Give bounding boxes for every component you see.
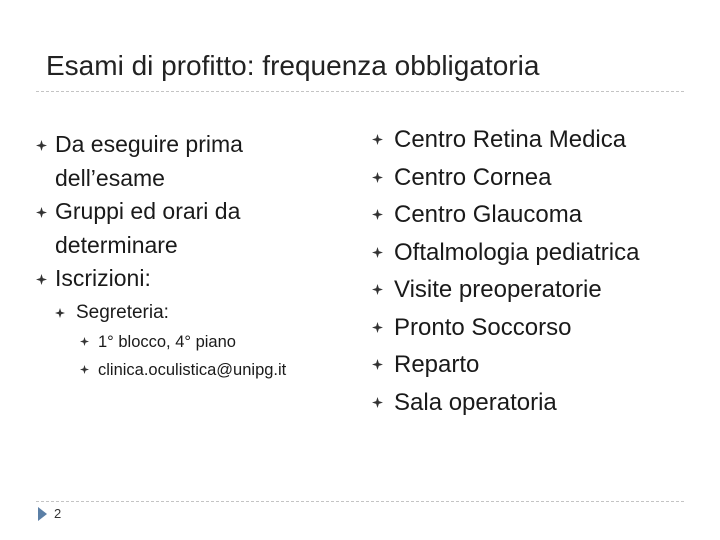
- list-item-text: Centro Cornea: [394, 163, 552, 191]
- triangle-icon: [38, 507, 47, 521]
- list-item-text: Sala operatoria: [394, 388, 557, 416]
- bullet-icon: [36, 140, 47, 151]
- left-column: [36, 128, 336, 384]
- bullet-icon: [36, 274, 47, 285]
- list-item-text: Reparto: [394, 351, 480, 378]
- list-item-text: Centro Glaucoma: [394, 201, 583, 228]
- list-item: [372, 121, 692, 159]
- list-item: [372, 271, 692, 309]
- list-item-text: Da eseguire prima dell’esame: [55, 131, 243, 191]
- sub-list-item: [36, 298, 336, 328]
- list-item: [372, 309, 692, 347]
- list-item: [372, 384, 692, 422]
- bullet-icon: [372, 134, 383, 145]
- sub-sub-list-item-text: 1° blocco, 4° piano: [98, 332, 236, 351]
- bullet-icon: [372, 209, 383, 220]
- bullet-icon: [372, 247, 383, 258]
- bullet-icon: [80, 365, 89, 374]
- left-bullet-list: [36, 128, 336, 384]
- page-number: 2: [54, 506, 62, 521]
- list-item: [372, 346, 692, 384]
- bullet-icon: [36, 207, 47, 218]
- list-item-text: Iscrizioni:: [55, 265, 151, 291]
- sub-sub-list-item: [36, 356, 336, 384]
- list-item: [372, 159, 692, 197]
- sub-sub-list-item-text: clinica.oculistica@unipg.it: [98, 360, 287, 379]
- sub-list-item-text: Segreteria:: [76, 301, 169, 323]
- title-divider: [36, 91, 684, 92]
- bullet-icon: [372, 322, 383, 333]
- list-item-text: Visite preoperatorie: [394, 276, 602, 303]
- bullet-icon: [55, 308, 65, 318]
- bullet-icon: [372, 397, 383, 408]
- list-item-text: Gruppi ed orari da determinare: [55, 198, 241, 258]
- list-item: [372, 234, 692, 272]
- list-item: [36, 128, 336, 195]
- list-item: [36, 195, 336, 262]
- list-item-text: Pronto Soccorso: [394, 313, 572, 341]
- slide-title: Esami di profitto: frequenza obbligatoria: [46, 50, 540, 81]
- list-item-text: Oftalmologia pediatrica: [394, 238, 640, 266]
- right-bullet-list: [372, 121, 692, 421]
- list-item-text: Centro Retina Medica: [394, 126, 627, 153]
- bullet-icon: [372, 284, 383, 295]
- page-number-area: [38, 506, 61, 521]
- footer-divider: [36, 501, 684, 502]
- sub-sub-list-item: [36, 328, 336, 356]
- bullet-icon: [372, 359, 383, 370]
- right-column: [372, 121, 692, 421]
- bullet-icon: [80, 337, 89, 346]
- bullet-icon: [372, 172, 383, 183]
- list-item: [36, 262, 336, 296]
- list-item: [372, 196, 692, 234]
